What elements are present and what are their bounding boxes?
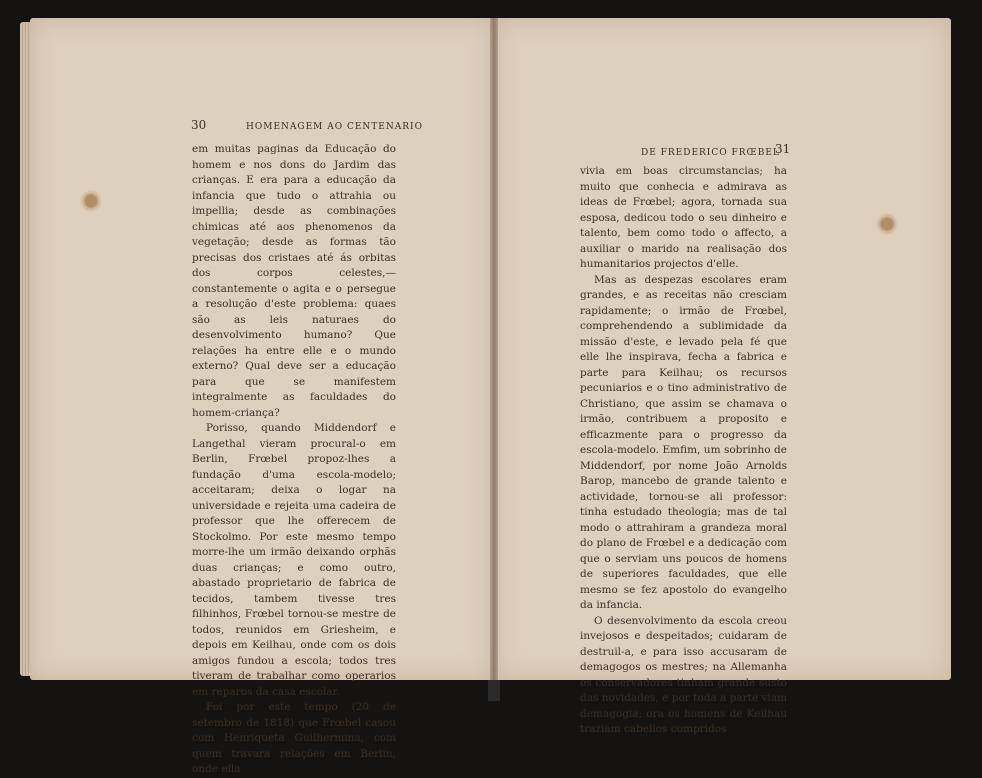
right-page-number: 31	[775, 142, 791, 156]
book-gutter	[490, 18, 498, 680]
foxing-stain	[80, 190, 102, 212]
right-paragraph-3: O desenvolvimento da escola creou invejosos e despeitados; cuidaram de destruil-a, e para isso accusaram de demagogos os mestres; na Allemanha os conservadores tinham grande susto das novidades, e por toda a parte viam demagogia; ora os homens de Keilhau traziam cabellos compridos	[580, 614, 787, 735]
left-running-head: HOMENAGEM AO CENTENARIO	[246, 122, 423, 132]
left-paragraph-1: em muitas paginas da Educação do homem e nos dons do Jardim das crianças. E era para a educação da infancia que tudo o attrahia ou impellia; desde as combinações chimicas até aos phenomenos da vegetação; desde as formas tão precisas dos cristaes até ás orbitas dos corpos celestes,— constantemente o agita e o persegue a resolução d'este problema: quaes são as leis naturaes do desenvolvimento humano? Que relações ha entre elle e o mundo externo? Qual deve ser a educação para que se manifestem integralmente as faculdades do homem-criança?	[192, 143, 396, 419]
right-page	[494, 18, 951, 735]
left-page-number: 30	[191, 118, 207, 132]
left-paragraph-2: Porisso, quando Middendorf e Langethal vieram procural-o em Berlin, Frœbel propoz-lhes a fundação d'uma escola-modelo; acceitaram; deixa o logar na universidade e rejeita uma cadeira de professor que lhe offerecem de Stockolmo. Por este mesmo tempo morre-lhe um irmão deixando orphãs duas crianças; e como outro, abastado proprietario de fabrica de tecidos, tambem tivesse tres filhinhos, Frœbel tornou-se mestre de todos, reunidos em Griesheim, e depois em Keilhau, onde com os dois amigos fundou a escola; todos tres tiveram de trabalhar como operarios em reparos da casa escolar.	[192, 422, 396, 698]
left-page	[30, 18, 494, 775]
right-paragraph-1: vivia em boas circumstancias; ha muito que conhecia e admirava as ideas de Frœbel; agora, tornada sua esposa, dedicou todo o seu dinheiro e talento, bem como todo o affecto, a auxiliar o marido na realisação dos humanitarios projectos d'elle.	[580, 165, 787, 270]
foxing-stain	[876, 213, 898, 235]
left-body-text	[192, 142, 396, 778]
right-running-head: DE FREDERICO FRŒBEL	[641, 148, 780, 158]
left-paragraph-3: Foi por este tempo (20 de setembro de 1818) que Frœbel casou com Henriqueta Guilhermina, com quem travara relações em Berlin, onde ella	[192, 701, 396, 775]
right-paragraph-2: Mas as despezas escolares eram grandes, e as receitas não cresciam rapidamente; o irmão de Frœbel, comprehendendo a sublimidade da missão d'este, e levado pela fé que elle lhe inspirava, fecha a fabrica e parte para Keilhau; os recursos pecuniarios e o tino administrativo de Christiano, que assim se chamava o irmão, contribuem a proposito e efficazmente para o progresso da escola-modelo. Emfim, um sobrinho de Middendorf, por nome João Arnolds Barop, mancebo de grande talento e actividade, tornou-se ali professor: tinha estudado theologia; mas de tal modo o attrahiram a grandeza moral do plano de Frœbel e a dedicação com que o serviam uns poucos de homens de superiores faculdades, que elle mesmo se fez apostolo do evangelho da infancia.	[580, 273, 787, 611]
spine-cloth	[488, 680, 500, 701]
right-body-text	[580, 164, 787, 738]
